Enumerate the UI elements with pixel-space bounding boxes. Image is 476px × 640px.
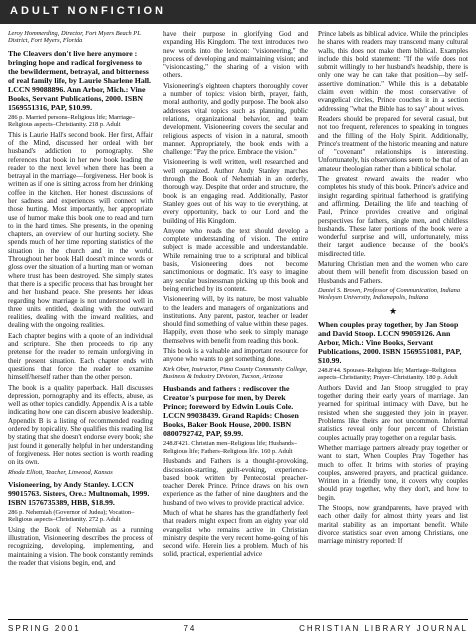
review-paragraph: Husbands and Fathers is a thought-provoking, discussion-starting, guilt-evoking, experience-based book written by Pentecostal preacher-teacher Derek Prince. Prince draws on his own experience as the father of nine daughters and the husband of two wives to provide practical advice. <box>163 457 308 507</box>
column-1 <box>8 30 153 616</box>
review-paragraph: The Stoops, now grandparents, have prayed with each other daily for almost thirty years and list marital stability as an important benefit. While divorce statistics soar even among Christians, one marriage ministry reported: If <box>318 503 468 546</box>
review-paragraph: Visioneering's eighteen chapters thoroughly cover a number of topics: vision birth, prayer, faith, moral authority, and godly purpose. The book also addresses vital topics such as planning, public relations, organizational behavior, and team development. Visioneering covers the secular and religious aspects of vision in a natural, smooth manner. Appropriately, the book ends with a challenge: "Pay the price. Embrace the vision." <box>163 81 308 157</box>
review-citation: The Cleavers don't live here anymore : bringing hope and radical forgiveness to the bewilderment, betrayal, and bitterness of real family life, by Laurie Sharlene Hall. LCCN 99088896. Ann Arbor, Mich.: Vine Books, Servant Publications, 2000. ISBN 1569551316, PAP, $10.99. <box>8 48 152 112</box>
star-icon: ★ <box>388 305 398 316</box>
review-paragraph: Each chapter begins with a quote of an individual and scripture. She then proceeds to rip any pretense for the reader to remain unforgiving in their present situation. Each chapter ends with questions that force the reader to examine himself/herself rather than the other person. <box>8 331 153 382</box>
review-paragraph: The greatest reward awaits the reader who completes his study of this book. Prince's advice and insight regarding spiritual fatherhood is gratifying and affirming. Detailing the life and teaching of Paul, Prince provides creative and original perspectives for fathers, single men, and childless husbands. These later portions of the book were a wonderful surprise and will, unfortunately, miss their target audience because of the book's misdirected title. <box>318 175 468 258</box>
reviewer-affiliation: Kirk Ober, Instructor, Pima County Community College, Business & Industry Division, Tucson, Arizona <box>163 365 308 380</box>
review-paragraph: Much of what he shares has the grandfatherly feel that readers might expect from an eighty year old evangelist who remains active in Christian ministry despite the very recent home-going of his second wife. Herein lies a problem. Much of his solid, practical, experiential advice <box>163 508 308 559</box>
column-3 <box>318 30 468 616</box>
review-paragraph: This book is a valuable and important resource for anyone who wants to get something done. <box>163 346 308 364</box>
review-subject-details: 286 p. Married persons–Religious life; Marriage–Religious aspects–Christianity. 218 p. Adult <box>8 113 136 129</box>
page-number: 74 <box>183 624 197 633</box>
page-footer <box>8 624 468 638</box>
footer-journal: CHRISTIAN LIBRARY JOURNAL <box>299 624 468 633</box>
review-paragraph: Whether marriage partners already pray together or want to start, When Couples Pray Together has much to offer. It brims with stories of praying couples, answered prayers, and practical guidance. Written in a friendly tone, it covers why couples should pray together, why they don't, and how to begin. <box>318 443 468 502</box>
review-paragraph: Visioneering is well written, well researched and well organized. Author Andy Stanley marches through the Book of Nehemiah in an orderly, thorough way. Despite that order and structure, the book is an engaging read. Additionally, Pastor Stanley goes out of his way to tie everything, at every opportunity, back to our Lord and the building of His Kingdom. <box>163 158 308 225</box>
footer-divider <box>8 619 468 620</box>
reviewer-affiliation: Leroy Hommerding, Director, Fort Myers Beach PL District, Fort Myers, Florida <box>8 30 141 45</box>
reviewer-affiliation: Rhoda Elliott, Teacher, Linwood, Kansas <box>8 468 113 476</box>
review-paragraph: have their purpose in glorifying God and expanding His Kingdom. The text introduces two new words into the lexicon: "visioneering," the process of developing and maintaining vision; and "visioncasting," the sharing of a vision with others. <box>163 30 308 80</box>
review-paragraph: Readers should be prepared for several casual, but not too frequent, references to speaking in tongues and the filling of the Holy Spirit. Additionally, Prince's treatment of the historic meaning and nature of "covenant" relationships is interesting. Unfortunately, his observations seem to be that of an amateur theologian rather than a biblical scholar. <box>318 114 468 173</box>
footer-issue: SPRING 2001 <box>8 624 81 633</box>
review-citation: Husbands and fathers : rediscover the Creator's purpose for men, by Derek Prince; foreword by Edwin Louis Cole. LCCN 99038439. Grand Rapids: Chosen Books, Baker Book House, 2000. ISBN 0800792742, PAP, $9.99. <box>163 384 299 439</box>
review-paragraph: Anyone who reads the text should develop a complete understanding of vision. The entire subject is made accessible and understandable. While remaining true to a scriptural and biblical basis, Visioneering does not become sanctimonious or dogmatic. It's easy to imagine any secular businessman picking up this book and being enriched by its content. <box>163 226 308 293</box>
review-paragraph: Visioneering will, by its nature, be most valuable to the leaders and managers of organizations and institutions. Any parent, pastor, teacher or leader should find something of value within these pages. Happily, even those who seek to simply manage themselves with benefit from reading this book. <box>163 295 308 345</box>
review-subject-details: 286 p. Nehemiah (Governor of Judea); Vocation–Religious aspects–Christianity. 272 p. Adult <box>8 508 135 524</box>
reviewer-affiliation: Daniel S. Brown, Professor of Communication, Indiana Wesleyan University, Indianapolis, Indiana <box>318 286 461 302</box>
column-2 <box>163 30 308 616</box>
review-paragraph: Maturing Christian men and the women who care about them will benefit from discussion based on Husbands and Fathers. <box>318 260 468 285</box>
section-header-bar <box>0 0 476 24</box>
review-paragraph: Using the Book of Nehemiah as a running illustration, Visioneering describes the process of recognizing, developing, implementing, and maintaining a vision. The book constantly reminds the reader that visions begin, end, and <box>8 525 153 567</box>
section-header-title: ADULT NONFICTION <box>10 5 166 17</box>
review-paragraph: Prince labels as biblical advice. While the principles he shares with readers may transcend many cultural walls, this does not make them biblical. Examples include this bold statement: "If the wife does not submit willingly to her husband's headship, there is only one way he can take that position—by self-assertive domination." While this is a debatable claim even within the most conservative of evangelical circles, Prince couches it in a section addressing "what the Bible has to say" about wives. <box>318 30 468 113</box>
review-subject-details: 248.8'421. Christian men–Religious life; Husbands–Religious life; Fathers–Religious life. 160 p. Adult <box>163 440 297 455</box>
review-citation: When couples pray together, by Jan Stoop and David Stoop. LCCN 99059126. Ann Arbor, Mich.: Vine Books, Servant Publications, 2000. ISBN 1569551081, PAP, $10.99. <box>318 320 462 366</box>
review-citation: Visioneering, by Andy Stanley. LCCN 99015763. Sisters, Ore.: Multnomah, 1999. ISBN 1576735389, HBB, $18.99. <box>8 479 150 507</box>
review-paragraph: Authors David and Jan Stoop struggled to pray together during their early years of marriage. Jan yearned for spiritual intimacy with Dave, but he resisted when she suggested they join in prayer. Problems like theirs are not uncommon. Informal statistics reveal only four percent of Christian couples actually pray together on a regular basis. <box>318 383 468 442</box>
review-paragraph: The book is a quality paperback. Hall discusses depression, pornography and its effects, abuse, as well as other topics candidly. Appendix A is a table indicating how one can discern abusive leadership. Appendix B is a listing of recommended reading ordered by topicality. She qualifies this reading list by stating that she doesn't endorse every book; she just found it generally helpful in her understanding of forgiveness. Her notes section is worth reading on its own. <box>8 383 153 467</box>
review-subject-details: 248.8'44. Spouses–Religious life; Marriage–Religious aspects–Christianity; Prayer–Christianity. 180 p. Adult <box>318 367 458 382</box>
review-paragraph: This is Laurie Hall's second book. Her first, Affair of the Mind, discussed her ordeal with her husband's addiction to pornography. She references that book in her new book leading the reader to the next level when there has been a betrayal in the marriage—forgiveness. Her book is written as if one is sitting across from her drinking coffee in the kitchen. Her honest discussions of her sadness and experiences will connect with those hurting. Most importantly, her appropriate use of humor make this book one to read and turn to in the hard times. She presents, in the opening chapters, an overview of our hurting society. She spends much of her time reporting statistics of the situation in the church and in the world. Throughout her book Hall doesn't mince words or gloss over the situation of a hurting man or woman where trust has been destroyed. She simply states that there is a specific process that has brought her and her husband peace. She presents her ideas regarding how marriage is not understood well in three units entitled, dealing with the outward realities, dealing with the inward realities, and dealing with the ongoing realities. <box>8 130 153 330</box>
